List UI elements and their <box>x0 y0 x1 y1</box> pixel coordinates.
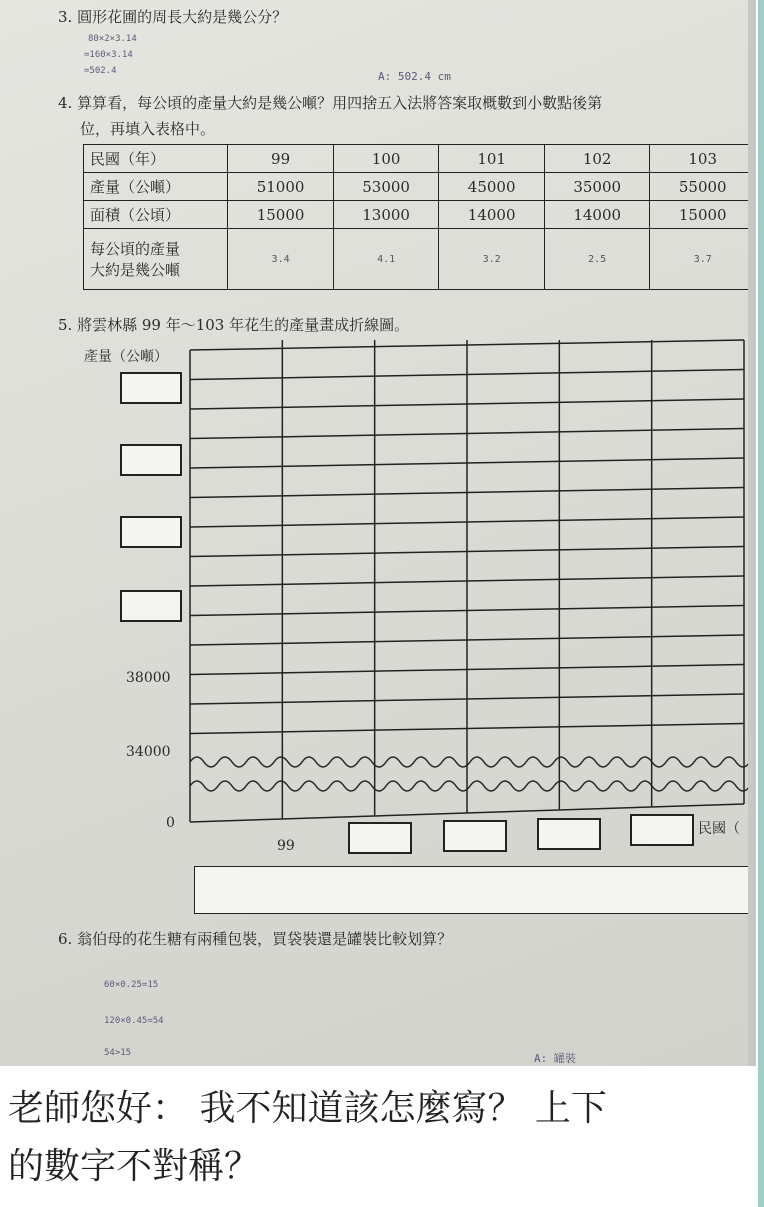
y-label-zero: 0 <box>166 815 175 831</box>
production-cell: 55000 <box>650 173 756 201</box>
q6-work-line: 54>15 <box>104 1048 132 1058</box>
area-cell: 13000 <box>333 201 439 229</box>
year-cell: 102 <box>544 145 650 173</box>
production-cell: 53000 <box>333 173 439 201</box>
q6-work-line: 120×0.45=54 <box>104 1016 164 1026</box>
year-cell: 99 <box>228 145 334 173</box>
row-header-area: 面積（公頃） <box>84 201 228 229</box>
year-cell: 103 <box>650 145 756 173</box>
y-axis-label: 產量（公噸） <box>84 349 168 365</box>
q6-answer: A: 罐裝 <box>534 1052 576 1065</box>
per-hectare-cell: 2.5 <box>544 229 650 290</box>
row-header-year: 民國（年） <box>84 145 228 173</box>
production-cell: 35000 <box>544 173 650 201</box>
row-header-production: 產量（公噸） <box>84 173 228 201</box>
chat-edge-stripe <box>758 0 764 1207</box>
question-6: 6. 翁伯母的花生糖有兩種包裝，買袋裝還是罐裝比較划算？ <box>58 930 453 948</box>
row-header-per-hectare-line2: 大約是幾公噸 <box>90 261 181 279</box>
q6-work-line: 60×0.25=15 <box>104 980 159 990</box>
area-cell: 15000 <box>228 201 334 229</box>
per-hectare-cell: 4.1 <box>333 229 439 290</box>
x-label-blank-box[interactable] <box>348 822 412 854</box>
production-cell: 51000 <box>228 173 334 201</box>
per-hectare-cell: 3.2 <box>439 229 545 290</box>
question-5: 5. 將雲林縣 99 年～103 年花生的產量畫成折線圖。 <box>58 316 410 334</box>
x-label-99: 99 <box>277 838 295 854</box>
q3-answer: A: 502.4 cm <box>378 70 451 83</box>
x-axis-label: 民國（ <box>698 821 740 837</box>
year-cell: 101 <box>439 145 545 173</box>
x-label-blank-box[interactable] <box>443 820 507 852</box>
caption-line2: 的數字不對稱？ <box>8 1146 261 1187</box>
row-header-per-hectare-line1: 每公頃的產量 <box>90 240 181 258</box>
production-cell: 45000 <box>439 173 545 201</box>
per-hectare-cell: 3.7 <box>650 229 756 290</box>
question-4-line2: 位，再填入表格中。 <box>80 120 216 138</box>
per-hectare-cell: 3.4 <box>228 229 334 290</box>
area-cell: 14000 <box>439 201 545 229</box>
area-cell: 15000 <box>650 201 756 229</box>
year-cell: 100 <box>333 145 439 173</box>
q3-work-line: =502.4 <box>84 66 117 76</box>
q3-work-line: =160×3.14 <box>84 50 133 60</box>
message-caption <box>0 1066 756 1207</box>
y-label-34000: 34000 <box>126 744 171 760</box>
axis-break-wave <box>190 781 750 791</box>
x-label-blank-box[interactable] <box>630 814 694 846</box>
answer-strip-box[interactable] <box>194 866 752 914</box>
photo-edge <box>748 0 756 1066</box>
q3-work-line: 80×2×3.14 <box>88 34 137 44</box>
axis-break-wave <box>190 757 750 767</box>
x-label-blank-box[interactable] <box>537 818 601 850</box>
y-label-38000: 38000 <box>126 670 171 686</box>
question-3: 3. 圓形花圃的周長大約是幾公分？ <box>58 8 288 26</box>
area-cell: 14000 <box>544 201 650 229</box>
question-4-line1: 4. 算算看，每公頃的產量大約是幾公噸？用四捨五入法將答案取概數到小數點後第 <box>58 94 603 112</box>
caption-line1: 老師您好： 我不知道該怎麼寫？ 上下 <box>8 1088 607 1129</box>
